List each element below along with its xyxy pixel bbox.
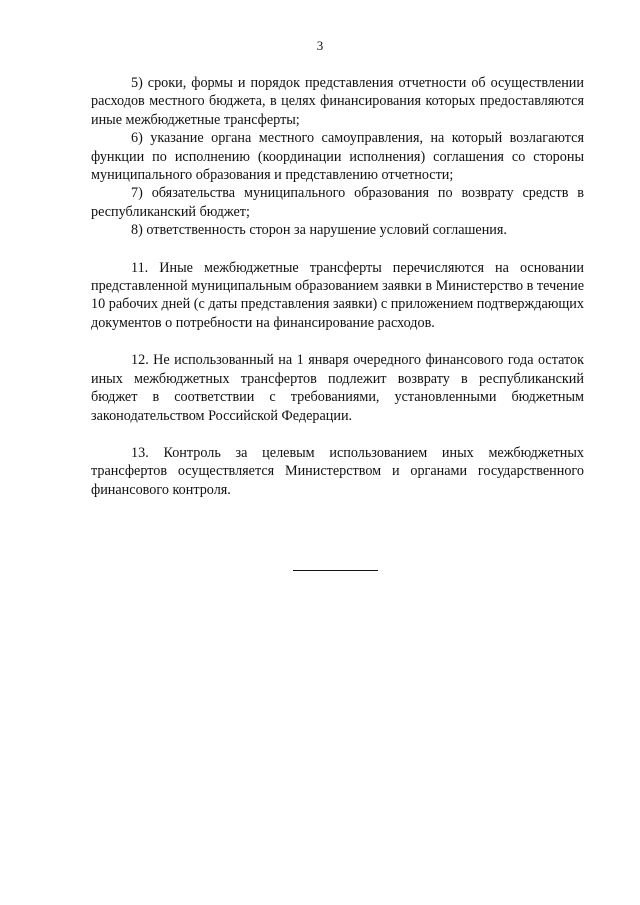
clause-13: 13. Контроль за целевым использованием иных межбюджетных трансфертов осуществляется Министерством и органами государственного финансового контроля. bbox=[91, 444, 584, 498]
list-item: 7) обязательства муниципального образования по возврату средств в республиканский бюджет; bbox=[91, 185, 584, 220]
closing-divider bbox=[293, 570, 378, 571]
document-body bbox=[91, 74, 584, 499]
clause-11: 11. Иные межбюджетные трансферты перечисляются на основании представленной муниципальным образованием заявки в Министерство в течение 10 рабочих дней (с даты представления заявки) с приложением подтверждающих документов о потребности на финансирование расходов. bbox=[91, 259, 584, 331]
list-item: 8) ответственность сторон за нарушение условий соглашения. bbox=[131, 222, 507, 239]
page-number: 3 bbox=[316, 38, 324, 53]
clause-12: 12. Не использованный на 1 января очередного финансового года остаток иных межбюджетных трансфертов подлежит возврату в республиканский бюджет в соответствии с требованиями, установленными бюджетным законодательством Российской Федерации. bbox=[91, 352, 584, 424]
list-item: 6) указание органа местного самоуправления, на который возлагаются функции по исполнению (координации исполнения) соглашения со стороны муниципального образования и представлению отчетности; bbox=[91, 130, 584, 184]
list-item: 5) сроки, формы и порядок представления отчетности об осуществлении расходов местного бюджета, в целях финансирования которых предоставляются иные межбюджетные трансферты; bbox=[91, 75, 584, 128]
